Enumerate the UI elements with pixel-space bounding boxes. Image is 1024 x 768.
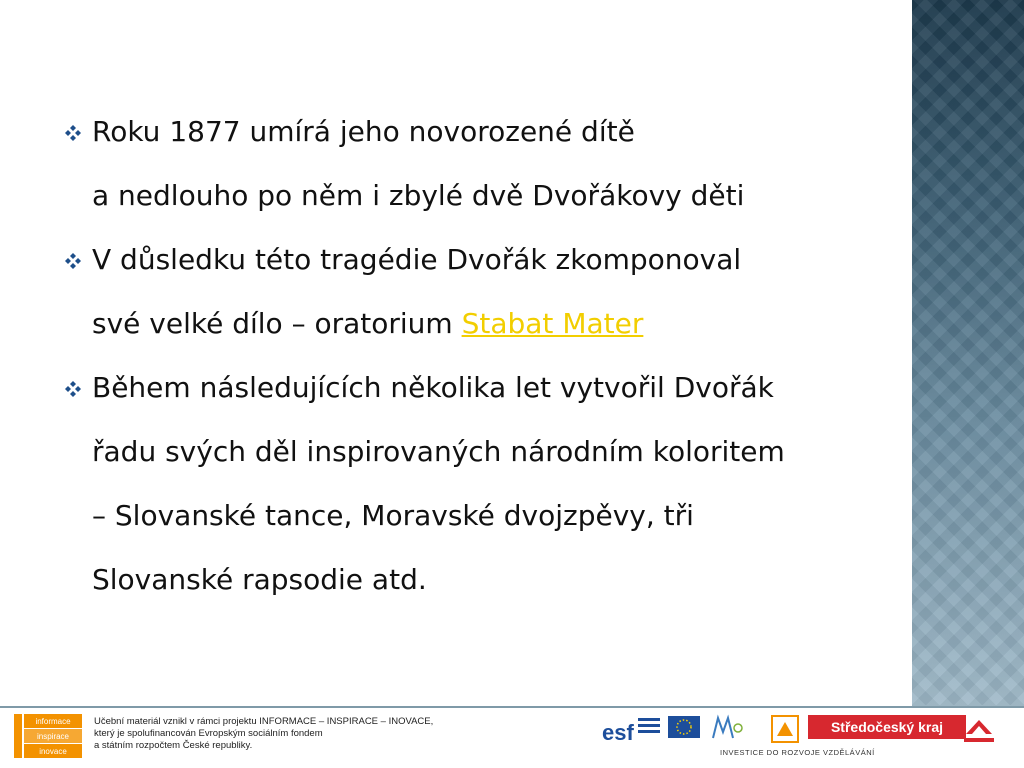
bullet-3-line-2: řadu svých děl inspirovaných národním koloritem — [92, 435, 785, 468]
stredocesky-kraj-label: Středočeský kraj — [808, 715, 966, 739]
bullet-1-line-1: Roku 1877 umírá jeho novorozené dítě — [92, 115, 635, 148]
bullet-3-line-1: Během následujících několika let vytvořil Dvořák — [92, 371, 774, 404]
bullet-2-line-2 — [92, 292, 912, 356]
esf-logo — [602, 718, 660, 745]
bullet-2-line-2-text: své velké dílo – oratorium — [92, 307, 462, 340]
bullet-item-3 — [62, 356, 912, 612]
msmt-logo — [713, 718, 742, 738]
footer-text-line-2: který je spolufinancován Evropským sociálním fondem — [94, 728, 323, 739]
op-vk-logo — [772, 716, 798, 742]
bullet-1-line-2: a nedlouho po něm i zbylé dvě Dvořákovy děti — [92, 179, 745, 212]
footer-project-note — [94, 716, 514, 752]
bullet-item-1 — [62, 100, 912, 228]
bullet-2-line-1: V důsledku této tragédie Dvořák zkomponoval — [92, 243, 742, 276]
stredocesky-kraj-emblem — [964, 720, 994, 742]
eu-flag-logo — [668, 716, 700, 738]
bullet-3-line-3: – Slovanské tance, Moravské dvojzpěvy, tři — [92, 499, 694, 532]
logo-line-inovace: inovace — [39, 747, 67, 756]
slide-content — [62, 100, 912, 612]
footer-text-line-3: a státním rozpočtem České republiky. — [94, 740, 253, 751]
decorative-side-panel — [912, 0, 1024, 706]
investice-slogan: INVESTICE DO ROZVOJE VZDĚLÁVÁNÍ — [720, 748, 875, 757]
footer-text-line-1: Učební materiál vznikl v rámci projektu INFORMACE – INSPIRACE – INOVACE, — [94, 716, 434, 727]
diamond-bullet-icon — [62, 378, 84, 400]
diamond-bullet-icon — [62, 122, 84, 144]
informace-inspirace-inovace-logo — [14, 714, 82, 758]
diamond-bullet-icon — [62, 250, 84, 272]
bullet-item-2 — [62, 228, 912, 356]
esf-logo-text: esf — [602, 720, 634, 745]
logo-line-informace: informace — [35, 717, 71, 726]
logo-line-inspirace: inspirace — [36, 732, 70, 741]
stabat-mater-link[interactable]: Stabat Mater — [461, 307, 644, 340]
bullet-3-line-4: Slovanské rapsodie atd. — [92, 563, 427, 596]
